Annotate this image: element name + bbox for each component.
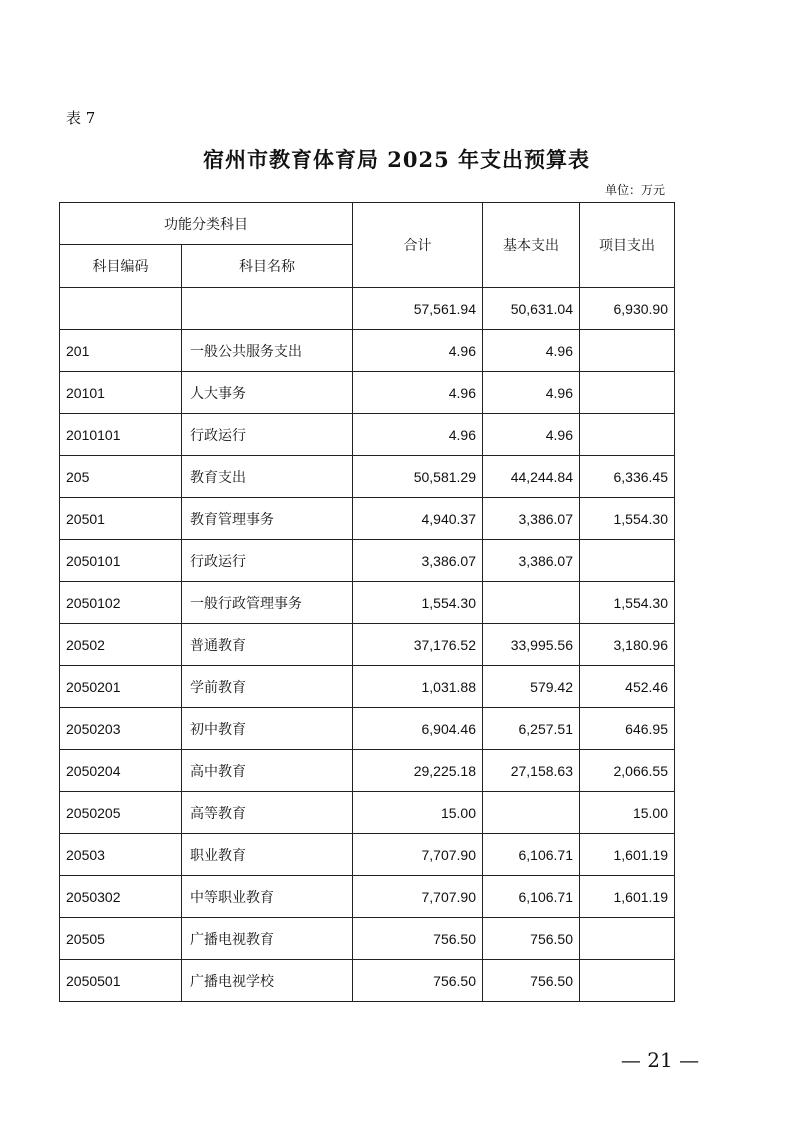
cell-total: 3,386.07	[353, 540, 483, 582]
cell-subject-code: 20505	[60, 918, 182, 960]
cell-project-expenditure	[580, 540, 675, 582]
cell-subject-name: 学前教育	[182, 666, 353, 708]
cell-basic-expenditure: 44,244.84	[483, 456, 580, 498]
cell-subject-code: 2050101	[60, 540, 182, 582]
cell-basic-expenditure: 6,106.71	[483, 876, 580, 918]
cell-basic-expenditure: 6,106.71	[483, 834, 580, 876]
table-row	[60, 372, 675, 414]
cell-basic-expenditure: 3,386.07	[483, 498, 580, 540]
cell-project-expenditure: 1,554.30	[580, 498, 675, 540]
cell-subject-code: 20502	[60, 624, 182, 666]
cell-project-expenditure: 646.95	[580, 708, 675, 750]
header-project-expenditure: 项目支出	[580, 203, 675, 288]
cell-total: 50,581.29	[353, 456, 483, 498]
cell-basic-expenditure: 4.96	[483, 372, 580, 414]
cell-subject-code: 2050205	[60, 792, 182, 834]
cell-subject-code: 20503	[60, 834, 182, 876]
cell-subject-name: 行政运行	[182, 540, 353, 582]
cell-subject-name: 职业教育	[182, 834, 353, 876]
table-row	[60, 876, 675, 918]
cell-total: 4.96	[353, 372, 483, 414]
table-row	[60, 960, 675, 1002]
table-row	[60, 498, 675, 540]
cell-project-expenditure	[580, 330, 675, 372]
cell-subject-code: 205	[60, 456, 182, 498]
header-basic-expenditure: 基本支出	[483, 203, 580, 288]
cell-project-expenditure: 6,336.45	[580, 456, 675, 498]
cell-subject-code: 2050302	[60, 876, 182, 918]
cell-project-expenditure: 452.46	[580, 666, 675, 708]
cell-total: 1,031.88	[353, 666, 483, 708]
cell-subject-name: 教育管理事务	[182, 498, 353, 540]
unit-note: 单位：万元	[604, 183, 665, 197]
cell-total: 7,707.90	[353, 876, 483, 918]
cell-basic-expenditure: 579.42	[483, 666, 580, 708]
cell-subject-code: 2050501	[60, 960, 182, 1002]
table-row	[60, 330, 675, 372]
cell-basic-expenditure	[483, 792, 580, 834]
cell-basic-expenditure: 4.96	[483, 414, 580, 456]
cell-total: 4.96	[353, 330, 483, 372]
cell-basic-expenditure: 27,158.63	[483, 750, 580, 792]
cell-project-expenditure	[580, 918, 675, 960]
cell-project-expenditure: 15.00	[580, 792, 675, 834]
cell-subject-code: 2050203	[60, 708, 182, 750]
cell-project-expenditure	[580, 372, 675, 414]
cell-subject-code: 2050204	[60, 750, 182, 792]
cell-subject-name: 普通教育	[182, 624, 353, 666]
cell-basic-expenditure: 33,995.56	[483, 624, 580, 666]
table-row	[60, 456, 675, 498]
cell-subject-name: 初中教育	[182, 708, 353, 750]
page-number: — 21 —	[620, 1048, 700, 1072]
cell-project-expenditure	[580, 414, 675, 456]
cell-total: 1,554.30	[353, 582, 483, 624]
table-row	[60, 918, 675, 960]
cell-total: 4.96	[353, 414, 483, 456]
cell-subject-name: 人大事务	[182, 372, 353, 414]
cell-total: 756.50	[353, 960, 483, 1002]
cell-project-expenditure: 3,180.96	[580, 624, 675, 666]
cell-basic-expenditure: 756.50	[483, 918, 580, 960]
table-row	[60, 414, 675, 456]
cell-project-expenditure: 1,601.19	[580, 876, 675, 918]
cell-total: 37,176.52	[353, 624, 483, 666]
cell-total: 57,561.94	[353, 288, 483, 330]
cell-project-expenditure: 1,554.30	[580, 582, 675, 624]
cell-total: 6,904.46	[353, 708, 483, 750]
cell-total: 15.00	[353, 792, 483, 834]
cell-subject-name	[182, 288, 353, 330]
cell-subject-name: 一般公共服务支出	[182, 330, 353, 372]
cell-project-expenditure	[580, 960, 675, 1002]
cell-basic-expenditure: 756.50	[483, 960, 580, 1002]
table-row	[60, 288, 675, 330]
cell-subject-name: 行政运行	[182, 414, 353, 456]
cell-subject-name: 一般行政管理事务	[182, 582, 353, 624]
header-total: 合计	[353, 203, 483, 288]
header-function-classification: 功能分类科目	[60, 203, 353, 245]
table-row	[60, 750, 675, 792]
cell-project-expenditure: 2,066.55	[580, 750, 675, 792]
budget-table	[59, 202, 675, 1002]
cell-subject-code: 20501	[60, 498, 182, 540]
table-row	[60, 708, 675, 750]
cell-subject-code: 2050102	[60, 582, 182, 624]
cell-basic-expenditure	[483, 582, 580, 624]
page-title: 宿州市教育体育局 2025 年支出预算表	[202, 147, 591, 172]
table-row	[60, 792, 675, 834]
cell-project-expenditure: 6,930.90	[580, 288, 675, 330]
cell-project-expenditure: 1,601.19	[580, 834, 675, 876]
cell-total: 4,940.37	[353, 498, 483, 540]
cell-total: 29,225.18	[353, 750, 483, 792]
header-subject-name: 科目名称	[182, 245, 353, 288]
table-label: 表 7	[66, 109, 96, 127]
cell-subject-name: 广播电视教育	[182, 918, 353, 960]
table-row	[60, 540, 675, 582]
cell-basic-expenditure: 3,386.07	[483, 540, 580, 582]
cell-total: 756.50	[353, 918, 483, 960]
cell-subject-name: 教育支出	[182, 456, 353, 498]
table-row	[60, 666, 675, 708]
cell-subject-code	[60, 288, 182, 330]
cell-total: 7,707.90	[353, 834, 483, 876]
cell-subject-name: 高等教育	[182, 792, 353, 834]
cell-basic-expenditure: 50,631.04	[483, 288, 580, 330]
cell-basic-expenditure: 6,257.51	[483, 708, 580, 750]
cell-subject-name: 中等职业教育	[182, 876, 353, 918]
cell-subject-code: 2010101	[60, 414, 182, 456]
table-row	[60, 624, 675, 666]
table-row	[60, 582, 675, 624]
cell-subject-code: 201	[60, 330, 182, 372]
table-row	[60, 834, 675, 876]
cell-subject-name: 广播电视学校	[182, 960, 353, 1002]
header-subject-code: 科目编码	[60, 245, 182, 288]
cell-subject-name: 高中教育	[182, 750, 353, 792]
table-body	[60, 288, 675, 1002]
cell-subject-code: 20101	[60, 372, 182, 414]
cell-subject-code: 2050201	[60, 666, 182, 708]
cell-basic-expenditure: 4.96	[483, 330, 580, 372]
